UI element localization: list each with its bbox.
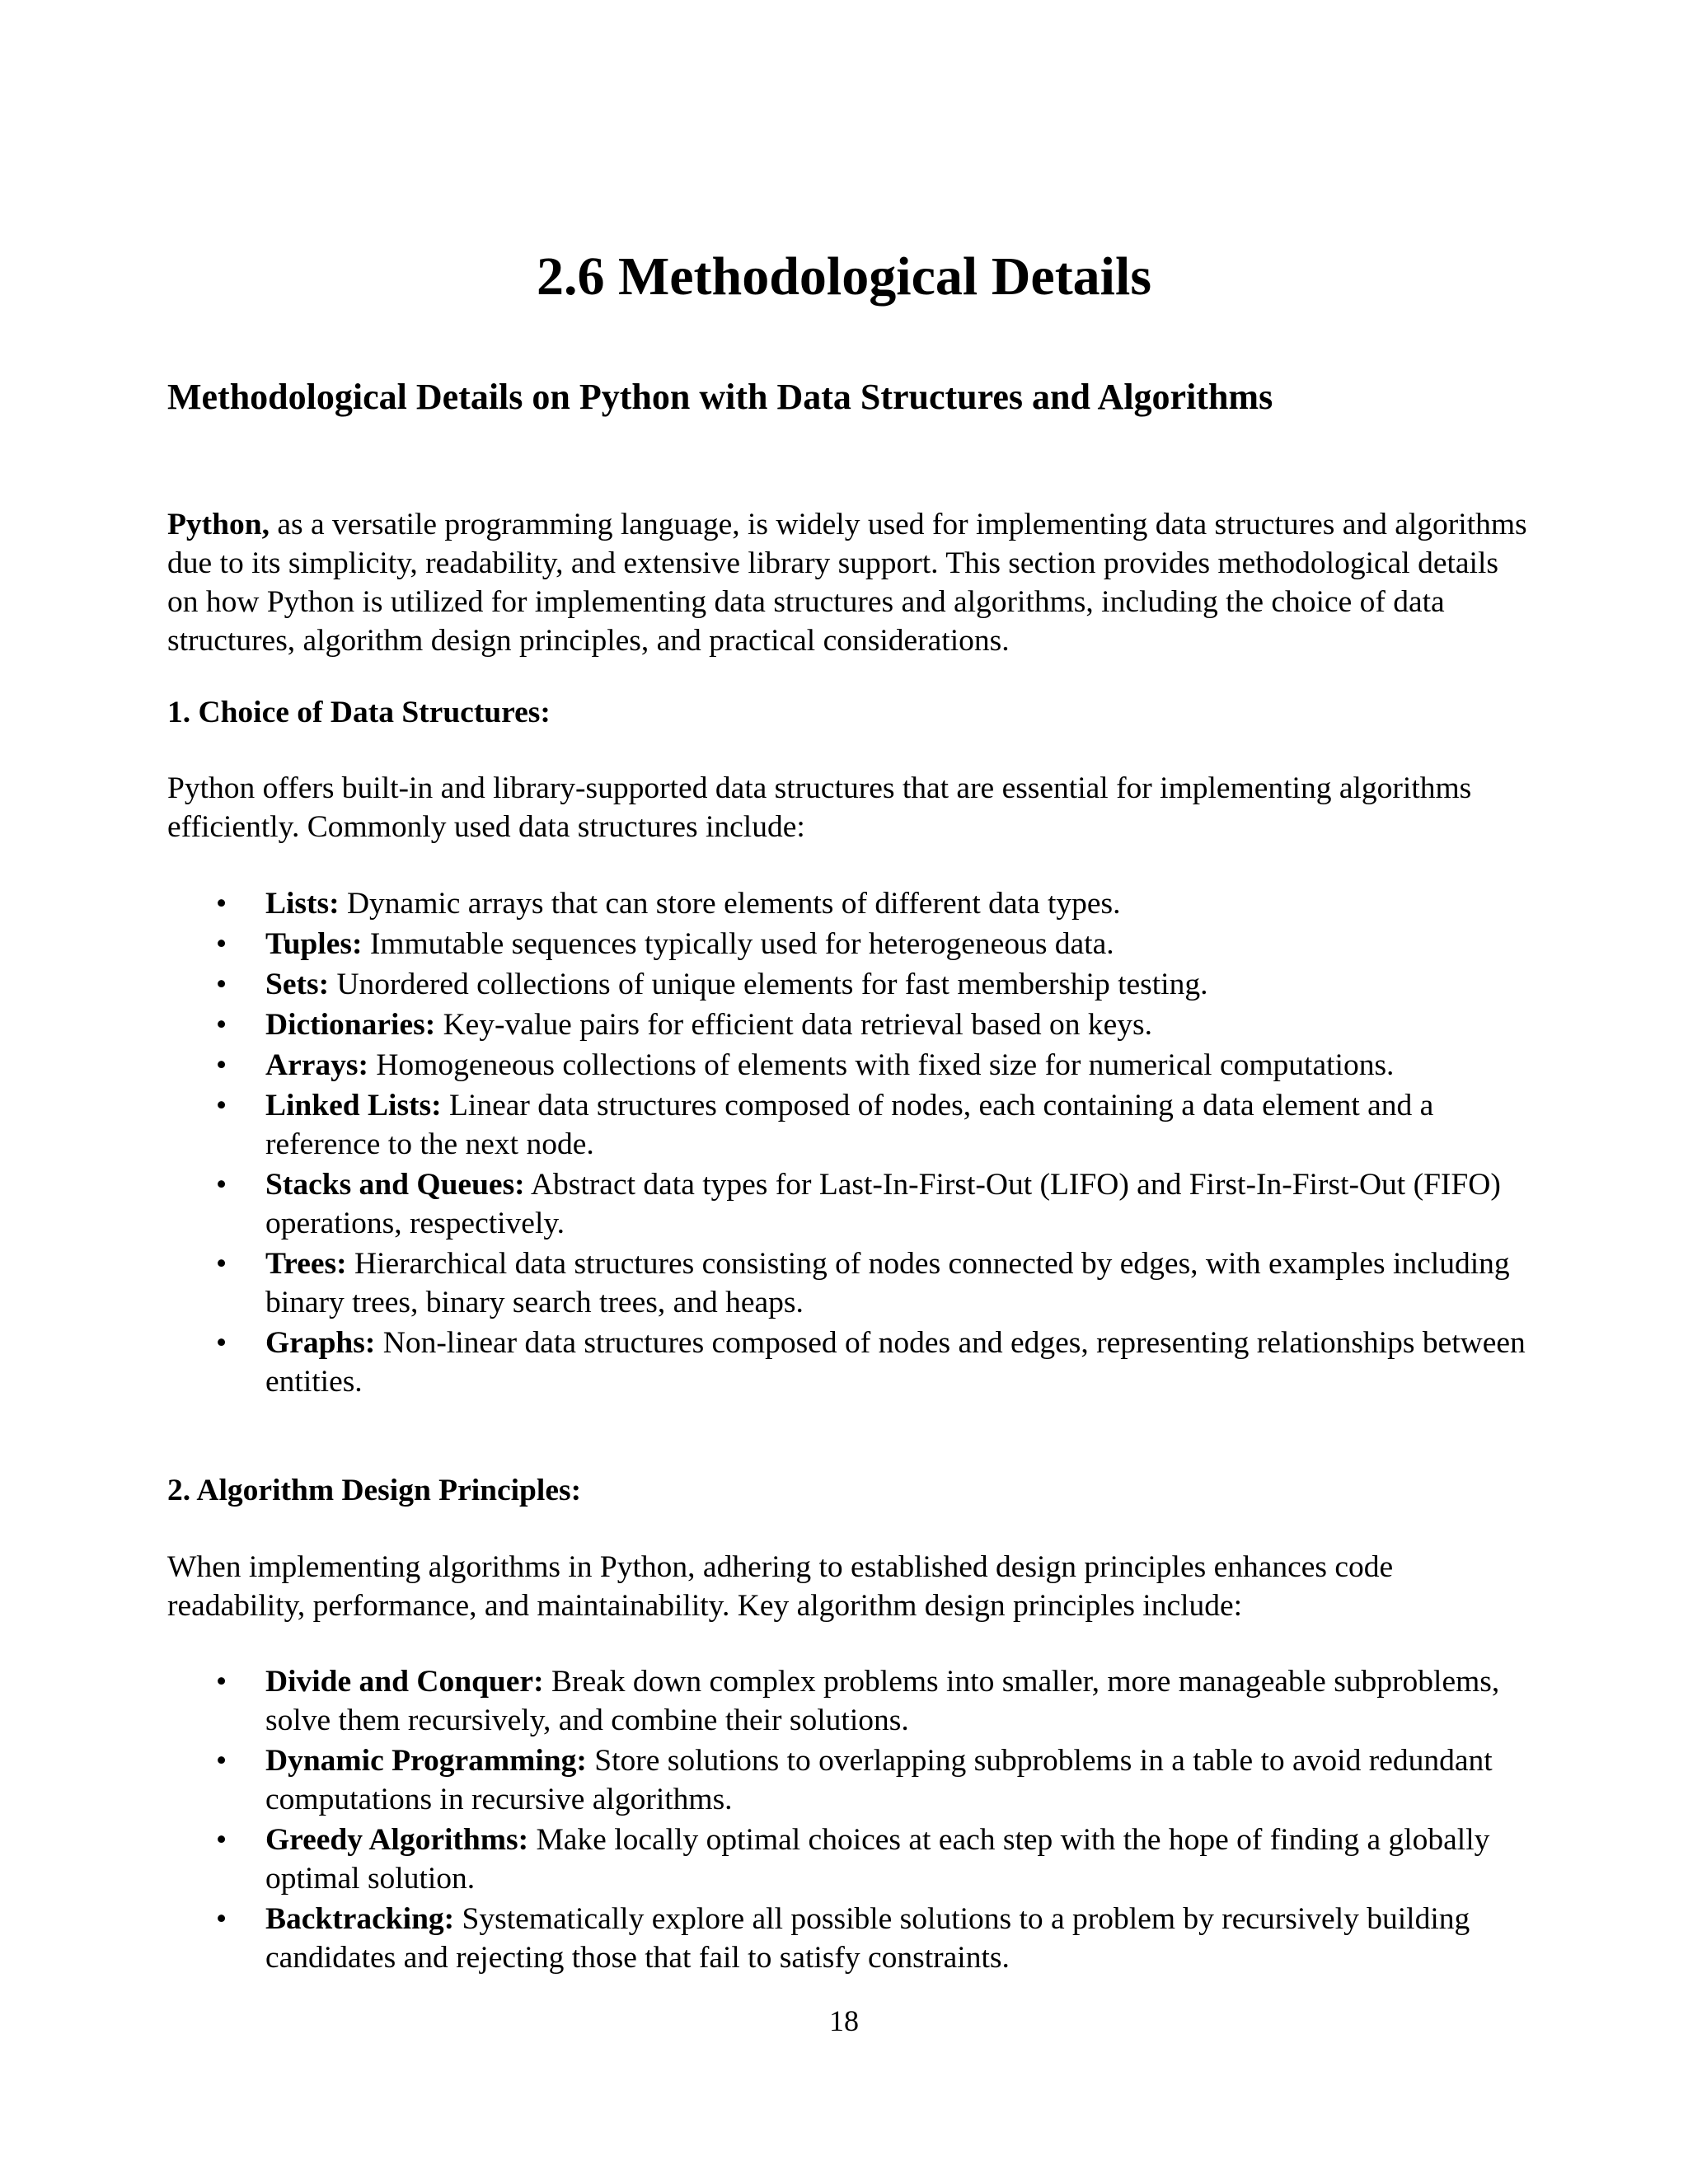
bullet-icon: • [216,1744,227,1778]
list-item-term: Linked Lists: [265,1089,442,1122]
list-item [0,1046,1688,1085]
list-item [0,1900,1688,1977]
section1-heading: 1. Choice of Data Structures: [167,696,551,729]
list-item-term: Divide and Conquer: [265,1665,544,1699]
section2-heading: 2. Algorithm Design Principles: [167,1474,582,1507]
list-item [0,1324,1688,1401]
list-item-desc: Store solutions to overlapping subproblems in a table to avoid redundant computations in recursive algorithms. [265,1744,1493,1816]
list-item-desc: Linear data structures composed of nodes, each containing a data element and a reference to the next node. [265,1089,1434,1161]
page-title: 2.6 Methodological Details [536,246,1152,307]
list-item [0,1741,1688,1819]
list-item [0,925,1688,963]
list-item-desc: Key-value pairs for efficient data retrieval based on keys. [435,1008,1152,1042]
bullet-icon: • [216,1902,227,1936]
data-structures-list [0,884,1688,1403]
design-principles-list [0,1662,1688,1979]
section-subtitle: Methodological Details on Python with Data Structures and Algorithms [167,377,1273,417]
list-item [0,1086,1688,1164]
list-item [0,1165,1688,1243]
list-item-desc: Dynamic arrays that can store elements of different data types. [339,887,1121,921]
list-item [0,965,1688,1004]
intro-lead: Python, [167,508,270,541]
list-item [0,1662,1688,1740]
list-item-term: Lists: [265,887,340,921]
list-item-desc: Abstract data types for Last-In-First-Out (LIFO) and First-In-First-Out (FIFO) operations, respectively. [265,1168,1501,1240]
list-item [0,884,1688,923]
list-item-term: Arrays: [265,1048,368,1082]
list-item-term: Dictionaries: [265,1008,436,1042]
list-item-desc: Break down complex problems into smaller, more manageable subproblems, solve them recursively, and combine their solutions. [265,1665,1500,1737]
bullet-icon: • [216,1048,227,1082]
bullet-icon: • [216,927,227,961]
bullet-icon: • [216,1665,227,1699]
section1-paragraph: Python offers built-in and library-supported data structures that are essential for implementing algorithms efficiently. Commonly used data structures include: [167,771,1472,844]
list-item-term: Stacks and Queues: [265,1168,525,1202]
list-item-desc: Non-linear data structures composed of nodes and edges, representing relationships between entities. [265,1326,1526,1399]
bullet-icon: • [216,1089,227,1122]
list-item-term: Dynamic Programming: [265,1744,587,1778]
bullet-icon: • [216,1008,227,1042]
bullet-icon: • [216,968,227,1001]
section2-paragraph: When implementing algorithms in Python, adhering to established design principles enhances code readability, performance, and maintainability. Key algorithm design principles include: [167,1550,1394,1623]
list-item-term: Greedy Algorithms: [265,1823,529,1857]
list-item-term: Backtracking: [265,1902,455,1936]
page-number: 18 [829,2004,859,2037]
list-item [0,1244,1688,1322]
list-item-desc: Systematically explore all possible solutions to a problem by recursively building candidates and rejecting those that fail to satisfy constraints. [265,1902,1470,1975]
list-item-term: Graphs: [265,1326,376,1360]
list-item-desc: Unordered collections of unique elements for fast membership testing. [329,968,1208,1001]
intro-paragraph [167,505,1527,660]
list-item-term: Trees: [265,1247,347,1281]
list-item [0,1821,1688,1898]
bullet-icon: • [216,1168,227,1202]
list-item-term: Tuples: [265,927,363,961]
intro-text: as a versatile programming language, is widely used for implementing data structures and algorithms due to its simplicity, readability, and extensive library support. This section provides methodological details on how Python is utilized for implementing data structures and algorithms, including the choice of data structures, algorithm design principles, and practical considerations. [167,508,1527,658]
list-item-desc: Make locally optimal choices at each step with the hope of finding a globally optimal solution. [265,1823,1490,1896]
bullet-icon: • [216,1247,227,1281]
bullet-icon: • [216,1326,227,1360]
list-item-desc: Immutable sequences typically used for heterogeneous data. [362,927,1114,961]
list-item-desc: Homogeneous collections of elements with fixed size for numerical computations. [368,1048,1395,1082]
bullet-icon: • [216,887,227,921]
list-item [0,1005,1688,1044]
list-item-term: Sets: [265,968,330,1001]
list-item-desc: Hierarchical data structures consisting of nodes connected by edges, with examples including binary trees, binary search trees, and heaps. [265,1247,1510,1319]
bullet-icon: • [216,1823,227,1857]
